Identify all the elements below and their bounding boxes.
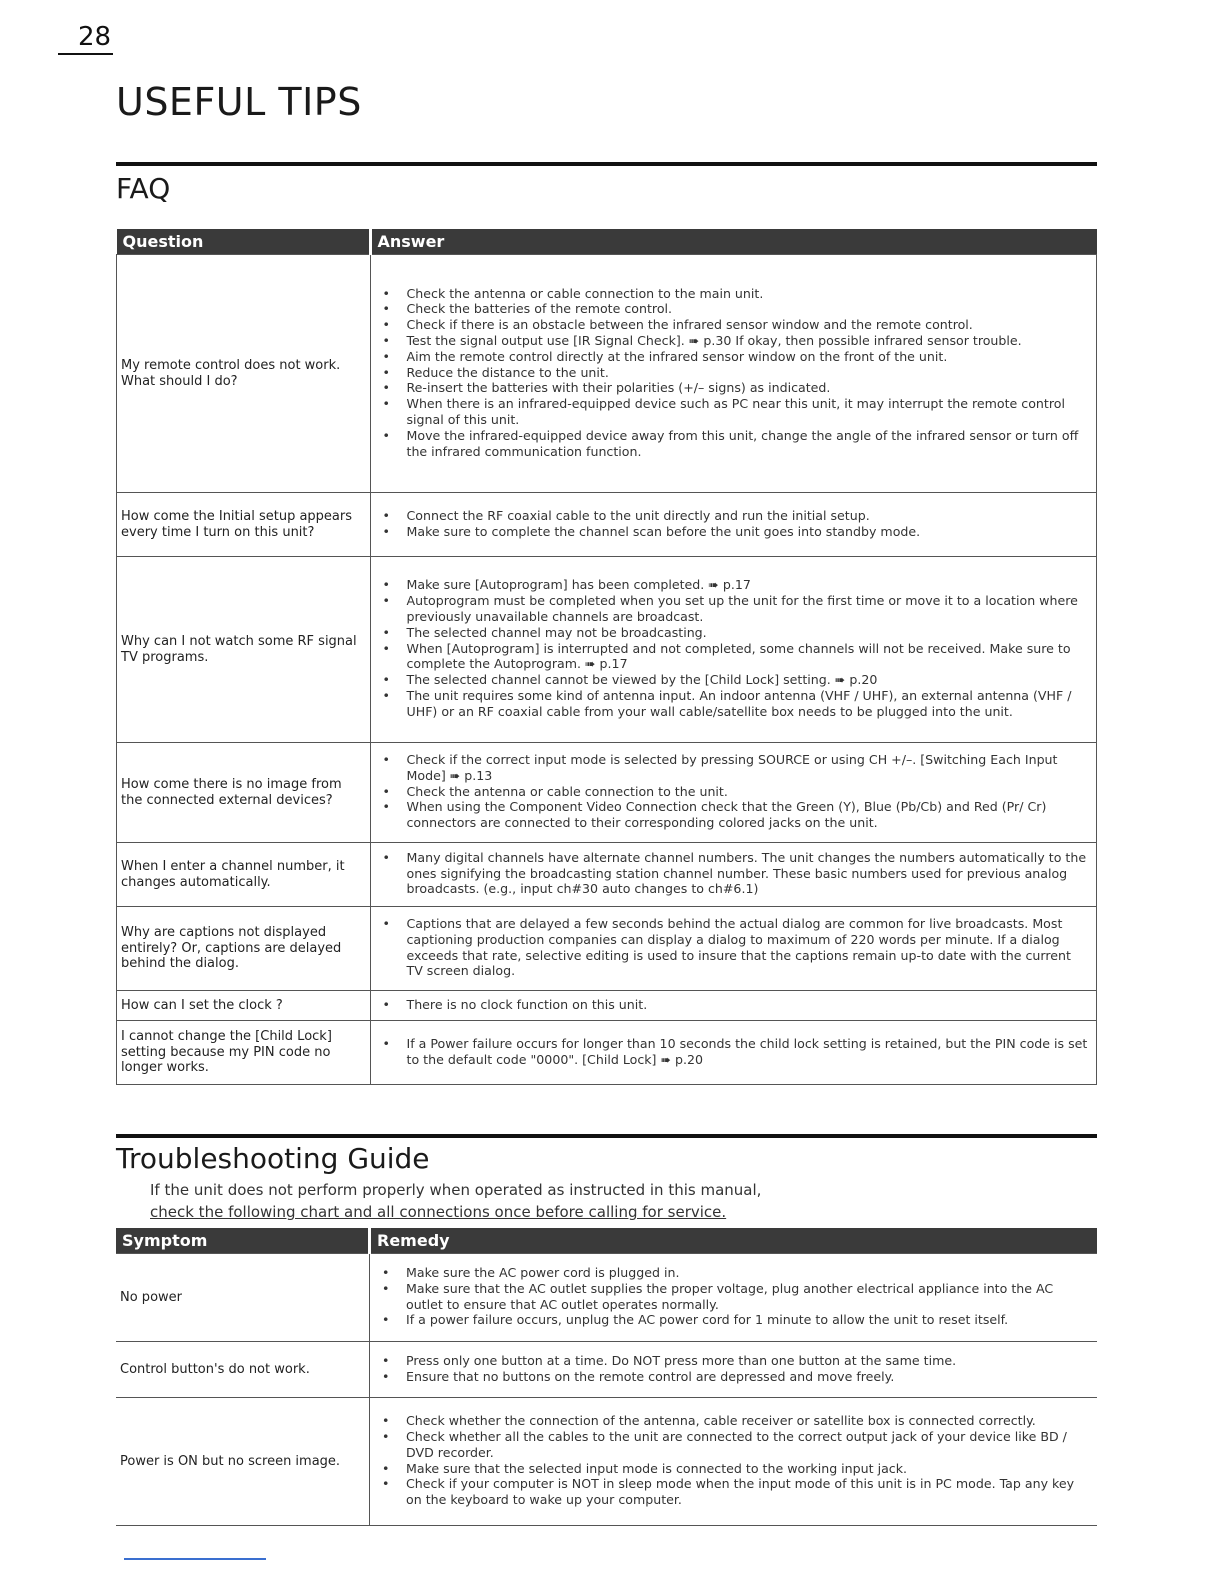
faq-answer-cell <box>370 843 1097 907</box>
table-row <box>117 843 1097 907</box>
col-remedy: Remedy <box>370 1228 1098 1254</box>
list-item: • Check whether all the cables to the unit are connected to the correct output jack of your device like BD / DVD recorder. <box>378 1429 1091 1461</box>
troubleshooting-heading: Troubleshooting Guide <box>116 1142 430 1175</box>
list-item: • Move the infrared-equipped device away from this unit, change the angle of the infrared sensor or turn off the infrared communication function. <box>379 428 1091 460</box>
troubleshooting-intro-line1: If the unit does not perform properly when operated as instructed in this manual, <box>150 1181 762 1199</box>
page-number: 28 <box>58 22 113 55</box>
table-row <box>117 907 1097 991</box>
list-item: • When [Autoprogram] is interrupted and not completed, some channels will not be received. Make sure to complete the Autoprogram. ➠ p.17 <box>379 641 1091 673</box>
list-item: • Check if there is an obstacle between the infrared sensor window and the remote control. <box>379 317 1091 333</box>
list-item: • Many digital channels have alternate channel numbers. The unit changes the numbers automatically to the ones signifying the broadcasting station channel number. These basic numbers used for previous analog broadcasts. (e.g., input ch#30 auto changes to ch#6.1) <box>379 850 1091 897</box>
table-row <box>116 1254 1097 1342</box>
list-item: • The selected channel cannot be viewed by the [Child Lock] setting. ➠ p.20 <box>379 672 1091 688</box>
troubleshooting-rule <box>116 1134 1097 1138</box>
faq-answer-cell <box>370 557 1097 743</box>
list-item: • The unit requires some kind of antenna input. An indoor antenna (VHF / UHF), an external antenna (VHF / UHF) or an RF coaxial cable from your wall cable/satellite box needs to be plugged into the unit. <box>379 688 1091 720</box>
list-item: • Autoprogram must be completed when you set up the unit for the first time or move it to a location where previously unavailable channels are broadcast. <box>379 593 1091 625</box>
list-item: • Test the signal output use [IR Signal Check]. ➠ p.30 If okay, then possible infrared sensor trouble. <box>379 333 1091 349</box>
faq-question: Why are captions not displayed entirely? Or, captions are delayed behind the dialog. <box>117 907 371 991</box>
list-item: • Check whether the connection of the antenna, cable receiver or satellite box is connected correctly. <box>378 1413 1091 1429</box>
table-row <box>117 255 1097 493</box>
footer-line <box>124 1558 266 1560</box>
faq-question: My remote control does not work. What should I do? <box>117 255 371 493</box>
list-item: • Make sure that the AC outlet supplies the proper voltage, plug another electrical appliance into the AC outlet to ensure that AC outlet operates normally. <box>378 1281 1091 1313</box>
col-symptom: Symptom <box>116 1228 370 1254</box>
symptom: Power is ON but no screen image. <box>116 1398 370 1526</box>
symptom: No power <box>116 1254 370 1342</box>
list-item: • If a Power failure occurs for longer than 10 seconds the child lock setting is retained, but the PIN code is set to the default code "0000". [Child Lock] ➠ p.20 <box>379 1036 1091 1068</box>
page-title: USEFUL TIPS <box>116 80 362 124</box>
faq-table <box>116 229 1097 1085</box>
list-item: • Captions that are delayed a few seconds behind the actual dialog are common for live broadcasts. Most captioning production companies can display a dialog to maximum of 220 words per minute. If a dialog exceeds that rate, selective editing is used to insure that the captions remain up-to date with the current TV screen dialog. <box>379 916 1091 979</box>
list-item: • When using the Component Video Connection check that the Green (Y), Blue (Pb/Cb) and Red (Pr/ Cr) connectors are connected to their corresponding colored jacks on the unit. <box>379 799 1091 831</box>
list-item: • Press only one button at a time. Do NOT press more than one button at the same time. <box>378 1353 1091 1369</box>
table-row <box>117 743 1097 843</box>
faq-col-answer: Answer <box>370 229 1097 255</box>
remedy-cell <box>370 1254 1098 1342</box>
list-item: • Check the batteries of the remote control. <box>379 301 1091 317</box>
faq-header-row <box>117 229 1097 255</box>
faq-answer-cell <box>370 255 1097 493</box>
list-item: • Make sure the AC power cord is plugged in. <box>378 1265 1091 1281</box>
table-row <box>117 493 1097 557</box>
troubleshooting-header-row <box>116 1228 1097 1254</box>
faq-col-question: Question <box>117 229 371 255</box>
remedy-cell <box>370 1342 1098 1398</box>
table-row <box>116 1342 1097 1398</box>
list-item: • Check the antenna or cable connection to the unit. <box>379 784 1091 800</box>
table-row <box>117 1021 1097 1085</box>
list-item: • Check if the correct input mode is selected by pressing SOURCE or using CH +/–. [Switching Each Input Mode] ➠ p.13 <box>379 752 1091 784</box>
list-item: • There is no clock function on this unit. <box>379 997 1091 1013</box>
remedy-cell <box>370 1398 1098 1526</box>
list-item: • Aim the remote control directly at the infrared sensor window on the front of the unit. <box>379 349 1091 365</box>
faq-question: When I enter a channel number, it changes automatically. <box>117 843 371 907</box>
faq-question: Why can I not watch some RF signal TV programs. <box>117 557 371 743</box>
list-item: • Make sure that the selected input mode is connected to the working input jack. <box>378 1461 1091 1477</box>
list-item: • The selected channel may not be broadcasting. <box>379 625 1091 641</box>
list-item: • Re-insert the batteries with their polarities (+/– signs) as indicated. <box>379 380 1091 396</box>
faq-question: How come there is no image from the connected external devices? <box>117 743 371 843</box>
faq-question: How can I set the clock ? <box>117 991 371 1021</box>
list-item: • Connect the RF coaxial cable to the unit directly and run the initial setup. <box>379 508 1091 524</box>
table-row <box>117 991 1097 1021</box>
faq-answer-cell <box>370 991 1097 1021</box>
list-item: • Make sure to complete the channel scan before the unit goes into standby mode. <box>379 524 1091 540</box>
list-item: • Check the antenna or cable connection to the main unit. <box>379 286 1091 302</box>
faq-answer-cell <box>370 1021 1097 1085</box>
list-item: • Check if your computer is NOT in sleep mode when the input mode of this unit is in PC mode. Tap any key on the keyboard to wake up your computer. <box>378 1476 1091 1508</box>
faq-heading: FAQ <box>116 172 171 205</box>
list-item: • Reduce the distance to the unit. <box>379 365 1091 381</box>
faq-answer-cell <box>370 743 1097 843</box>
faq-question: I cannot change the [Child Lock] setting because my PIN code no longer works. <box>117 1021 371 1085</box>
list-item: • Make sure [Autoprogram] has been completed. ➠ p.17 <box>379 577 1091 593</box>
list-item: • If a power failure occurs, unplug the AC power cord for 1 minute to allow the unit to reset itself. <box>378 1312 1091 1328</box>
faq-answer-cell <box>370 907 1097 991</box>
symptom: Control button's do not work. <box>116 1342 370 1398</box>
faq-rule <box>116 162 1097 166</box>
list-item: • When there is an infrared-equipped device such as PC near this unit, it may interrupt the remote control signal of this unit. <box>379 396 1091 428</box>
list-item: • Ensure that no buttons on the remote control are depressed and move freely. <box>378 1369 1091 1385</box>
faq-question: How come the Initial setup appears every time I turn on this unit? <box>117 493 371 557</box>
troubleshooting-intro-line2: check the following chart and all connections once before calling for service. <box>150 1203 727 1221</box>
troubleshooting-table <box>116 1228 1097 1526</box>
table-row <box>117 557 1097 743</box>
table-row <box>116 1398 1097 1526</box>
faq-answer-cell <box>370 493 1097 557</box>
